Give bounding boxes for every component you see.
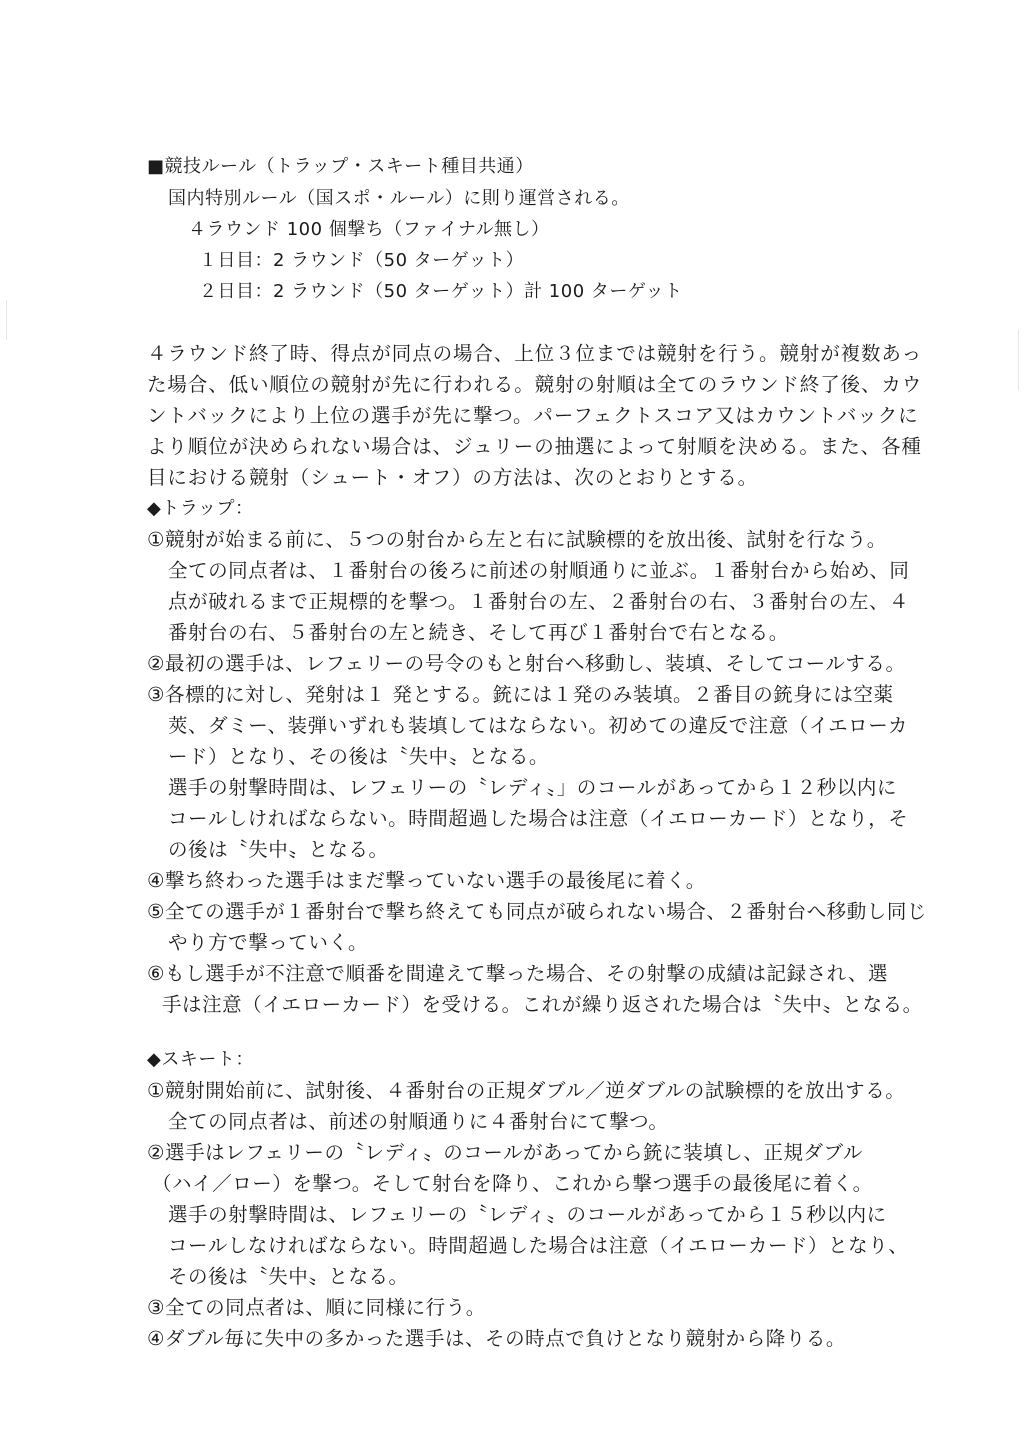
tiebreak-line: より順位が決められない場合は、ジュリーの抽選によって射順を決める。また、各種 <box>147 435 922 458</box>
trap-heading: ◆トラップ： <box>147 498 254 519</box>
rules-day2: ２日目：2 ラウンド（50 ターゲット）計 100 ターゲット <box>199 281 683 302</box>
trap-line: 手は注意（イエローカード）を受ける。これが繰り返された場合は〝失中〟となる。 <box>162 993 923 1016</box>
trap-line: ⑤全ての選手が１番射台で撃ち終えても同点が破られない場合、２番射台へ移動し同じ <box>147 900 927 923</box>
trap-line: ード）となり、その後は〝失中〟となる。 <box>168 745 549 768</box>
trap-line: ③各標的に対し、発射は１ 発とする。銃には１発のみ装填。２番目の銃身には空薬 <box>147 683 894 706</box>
skeet-line: 全ての同点者は、前述の射順通りに４番射台にて撃つ。 <box>168 1110 669 1133</box>
trap-line: 全ての同点者は、１番射台の後ろに前述の射順通りに並ぶ。１番射台から始め、同 <box>168 559 910 582</box>
trap-line: 番射台の右、５番射台の左と続き、そして再び１番射台で右となる。 <box>168 621 789 644</box>
rules-title: ■競技ルール（トラップ・スキート種目共通） <box>147 156 534 177</box>
trap-line: ①競射が始まる前に、５つの射台から左と右に試験標的を放出後、試射を行なう。 <box>147 528 887 551</box>
trap-line: ⑥もし選手が不注意で順番を間違えて撃った場合、その射撃の成績は記録され、選 <box>147 962 889 985</box>
trap-line: 点が破れるまで正規標的を撃つ。１番射台の左、２番射台の右、３番射台の左、４ <box>168 590 910 613</box>
trap-line: 莢、ダミー、装弾いずれも装填してはならない。初めての違反で注意（イエローカ <box>168 714 908 737</box>
tiebreak-line: た場合、低い順位の競射が先に行われる。競射の射順は全てのラウンド終了後、カウ <box>147 373 923 396</box>
tiebreak-line: 目における競射（シュート・オフ）の方法は、次のとおりとする。 <box>147 466 759 489</box>
rules-format: ４ラウンド 100 個撃ち（ファイナル無し） <box>188 219 550 240</box>
rules-intro: 国内特別ルール（国スポ・ルール）に則り運営される。 <box>168 188 630 209</box>
trap-line: の後は〝失中〟となる。 <box>168 838 389 861</box>
trap-line: コールしければならない。時間超過した場合は注意（イエローカード）となり，そ <box>168 807 909 830</box>
tiebreak-line: ントバックにより上位の選手が先に撃つ。パーフェクトスコア又はカウントバックに <box>147 404 919 427</box>
skeet-line: ①競射開始前に、試射後、４番射台の正規ダブル／逆ダブルの試験標的を放出する。 <box>147 1079 906 1102</box>
skeet-line: ③全ての同点者は、順に同様に行う。 <box>147 1296 486 1319</box>
skeet-heading: ◆スキート： <box>147 1049 254 1070</box>
skeet-line: コールしなければならない。時間超過した場合は注意（イエローカード）となり、 <box>168 1234 909 1257</box>
trap-line: 選手の射撃時間は、レフェリーの〝レディ〟」のコールがあってから１２秒以内に <box>168 776 897 799</box>
skeet-line: （ハイ／ロー）を撃つ。そして射台を降り、これから撃つ選手の最後尾に着く。 <box>152 1172 873 1195</box>
skeet-line: その後は〝失中〟となる。 <box>168 1265 409 1288</box>
trap-line: やり方で撃っていく。 <box>168 931 369 954</box>
trap-line: ④撃ち終わった選手はまだ撃っていない選手の最後尾に着く。 <box>147 869 706 892</box>
skeet-line: 選手の射撃時間は、レフェリーの〝レディ〟のコールがあってから１５秒以内に <box>168 1203 887 1226</box>
rules-day1: １日目：2 ラウンド（50 ターゲット） <box>199 250 525 271</box>
scan-edge-mark-right <box>1018 330 1019 390</box>
tiebreak-line: ４ラウンド終了時、得点が同点の場合、上位３位までは競射を行う。競射が複数あっ <box>147 342 923 365</box>
skeet-line: ④ダブル毎に失中の多かった選手は、その時点で負けとなり競射から降りる。 <box>147 1327 846 1350</box>
scan-edge-mark-left <box>6 300 7 340</box>
trap-line: ②最初の選手は、レフェリーの号令のもと射台へ移動し、装填、そしてコールする。 <box>147 652 906 675</box>
skeet-line: ②選手はレフェリーの〝レディ〟のコールがあってから銃に装填し、正規ダブル <box>147 1141 863 1164</box>
